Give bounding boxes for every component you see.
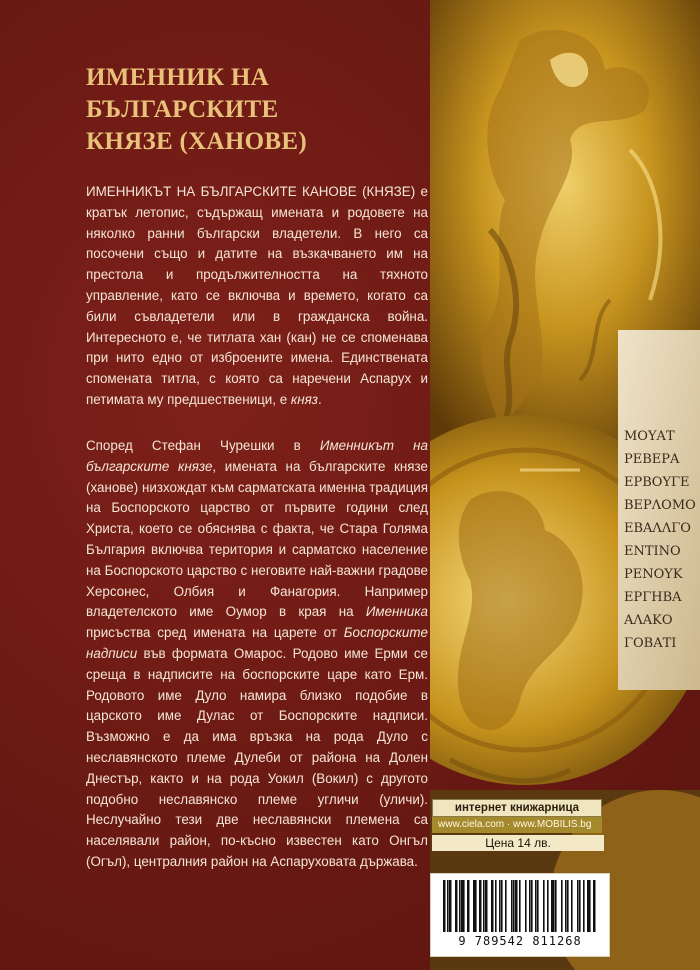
italic-term: Именника — [365, 604, 428, 620]
manuscript-line: ΡΕΒΕΡΑ — [624, 452, 680, 467]
italic-term: Именникът на българските князе — [86, 438, 428, 474]
barcode-bar — [459, 880, 461, 932]
manuscript-line: ΜΟΥΑΤ — [624, 429, 675, 444]
title-line-1: ИМЕННИК НА БЪЛГАРСКИТЕ — [86, 64, 279, 123]
price-label: Цена 14 лв. — [432, 835, 604, 851]
barcode-bar — [467, 880, 470, 932]
bookstore-header: интернет книжарница — [432, 799, 602, 817]
barcode-bar — [565, 880, 567, 932]
italic-term: Боспорските надписи — [86, 625, 428, 661]
paragraph-text: . — [317, 391, 322, 407]
manuscript-line: ΑΛΑΚΟ — [624, 613, 673, 628]
barcode-bar — [455, 880, 458, 932]
barcode-bar — [537, 880, 539, 932]
barcode-bar — [567, 880, 569, 932]
bookstore-urls: www.ciela.com · www.MOBILIS.bg — [432, 817, 602, 833]
description-paragraph-2 — [86, 436, 428, 873]
barcode-bar — [593, 880, 596, 932]
barcode-bar — [475, 880, 477, 932]
barcode-bar — [555, 880, 557, 932]
paragraph-text: Според Стефан Чурешки в — [86, 438, 320, 453]
barcode-bar — [553, 880, 555, 932]
title-line-2: КНЯЗЕ (ХАНОВЕ) — [86, 128, 307, 155]
book-title — [86, 62, 426, 158]
barcode-bar — [515, 880, 518, 932]
barcode-bar — [505, 880, 507, 932]
manuscript-line: ΓΟΒΑΤΙ — [624, 636, 677, 651]
barcode-bar — [499, 880, 501, 932]
barcode-bar — [561, 880, 563, 932]
barcode-bars — [443, 880, 597, 932]
barcode-bar — [535, 880, 537, 932]
manuscript-line: ΕΡΓΗΒΑ — [624, 590, 682, 605]
barcode-bar — [547, 880, 549, 932]
barcode-bar — [491, 880, 494, 932]
barcode-bar — [479, 880, 482, 932]
barcode-bar — [513, 880, 515, 932]
barcode-bar — [443, 880, 446, 932]
barcode-bar — [529, 880, 531, 932]
barcode-number: 9 789542 811268 — [458, 934, 582, 948]
manuscript-line: ΕΝΤΙΝΟ — [624, 544, 681, 559]
manuscript-line: ΒΕΡΛΟΜΟ — [624, 498, 696, 513]
manuscript-line: ΡΕΝΟΥΚ — [624, 567, 683, 582]
barcode-bar — [449, 880, 452, 932]
paragraph-text: ИМЕННИКЪТ НА БЪЛГАРСКИТЕ КАНОВЕ (КНЯЗЕ) е кратък летопис, съдържащ имената и родовете на няколко ранни български владетели. В него са посочени също и датите на възкачването им на престола и продължителността на тяхното управление, като се включва и времето, когато са били съвладетели или в гражданска война. Интересното е, че титлата хан (кан) не се споменава при нито едно от изброените имена. Единствената спомената титла, с която са наречени Аспарух и петимата му предшественици, е — [86, 184, 428, 407]
paragraph-text: във формата Омарос. Родово име Ерми се среща в надписите на боспорските царе като Ерм. Родовото име Дуло намира близко подобие в царското име Дулас от Боспорските надписи. Възможно е да има връзка на рода Дуло с неславянското племе Дулеби от района на Долен Днестър, както и на рода Уокил (Вокил) с другото подобно неславянско племе угличи (уличи). Неслучайно тези две неславянски племена са населявали район, по-късно известен като Онгъл (Огъл), централния район на Аспаруховата държава. — [86, 645, 428, 869]
manuscript-line: ΕΒΑΛΛΓΟ — [624, 521, 691, 536]
paragraph-text: , имената на българските князе (ханове) низхождат към сарматската именна традиция на Боспорското царство от първите години след Христа, което се обяснява с факта, че Стара Голяма България включва територия и сарматско население на Боспорското царство с неговите най-важни градове Херсонес, Олбия и Фанагория. Например владетелското име Оумор в края на — [86, 458, 428, 620]
barcode-bar — [583, 880, 585, 932]
barcode-bar — [589, 880, 591, 932]
barcode-bar — [495, 880, 497, 932]
manuscript-line: ΕΡΒΟΥΓΕ — [624, 475, 690, 490]
barcode-bar — [531, 880, 533, 932]
barcode-bar — [483, 880, 485, 932]
barcode-bar — [543, 880, 545, 932]
barcode-bar — [485, 880, 488, 932]
isbn-barcode — [430, 873, 610, 957]
barcode-bar — [579, 880, 581, 932]
barcode-bar — [501, 880, 503, 932]
barcode-bar — [519, 880, 521, 932]
paragraph-text: присъства сред имената на царете от — [86, 625, 344, 641]
barcode-bar — [571, 880, 573, 932]
description-paragraph-1 — [86, 182, 428, 411]
barcode-bar — [577, 880, 579, 932]
barcode-bar — [463, 880, 465, 932]
barcode-bar — [511, 880, 513, 932]
italic-term: княз — [290, 391, 318, 407]
barcode-bar — [447, 880, 449, 932]
barcode-bar — [525, 880, 527, 932]
